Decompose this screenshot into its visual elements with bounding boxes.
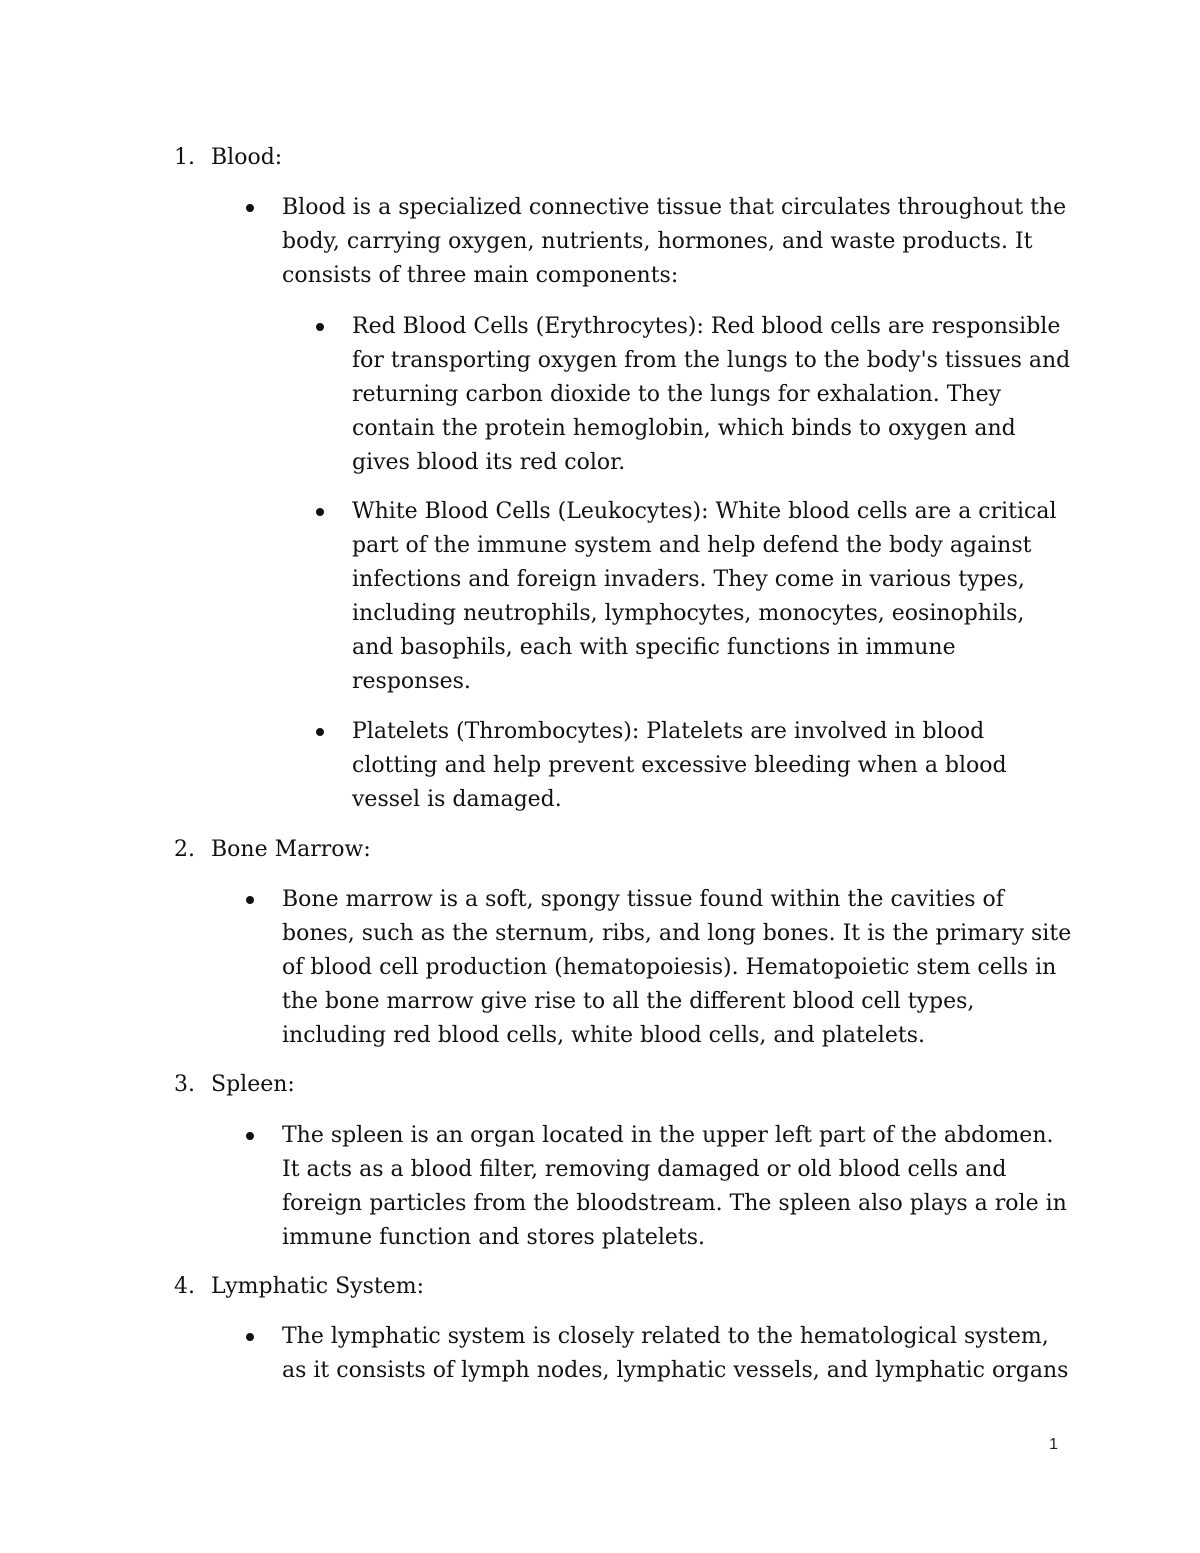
section-heading-bone-marrow xyxy=(174,833,371,867)
section-number: 4. xyxy=(174,1274,195,1299)
section-heading-spleen xyxy=(174,1068,295,1102)
subitem-white-blood-cells: White Blood Cells (Leukocytes): White blood cells are a critical part of the immune system and help defend the body against infections and foreign invaders. They come in various types, including neutrophils, lymphocytes, monocytes, eosinophils, and basophils, each with specific functions in immune responses. xyxy=(352,499,1057,694)
bullet-icon xyxy=(246,204,254,212)
bullet-icon xyxy=(316,728,324,736)
page-number: 1 xyxy=(1049,1436,1058,1453)
subitem-platelets: Platelets (Thrombocytes): Platelets are involved in blood clotting and help prevent excessive bleeding when a blood vessel is damaged. xyxy=(352,719,1007,812)
section-body-lymphatic-system: The lymphatic system is closely related to the hematological system, as it consists of lymph nodes, lymphatic vessels, and lymphatic organs xyxy=(282,1324,1069,1383)
section-number: 2. xyxy=(174,837,195,862)
subitem-red-blood-cells: Red Blood Cells (Erythrocytes): Red blood cells are responsible for transporting oxygen from the lungs to the body's tissues and returning carbon dioxide to the lungs for exhalation. They contain the protein hemoglobin, which binds to oxygen and gives blood its red color. xyxy=(352,314,1071,475)
section-number: 3. xyxy=(174,1072,195,1097)
bullet-icon xyxy=(246,896,254,904)
section-body-blood: Blood is a specialized connective tissue that circulates throughout the body, carrying oxygen, nutrients, hormones, and waste products. It consists of three main components: xyxy=(282,195,1067,288)
section-body-bone-marrow: Bone marrow is a soft, spongy tissue found within the cavities of bones, such as the sternum, ribs, and long bones. It is the primary site of blood cell production (hematopoiesis). Hematopoietic stem cells in the bone marrow give rise to all the different blood cell types, including red blood cells, white blood cells, and platelets. xyxy=(282,887,1072,1048)
bullet-icon xyxy=(316,323,324,331)
section-heading-lymphatic-system xyxy=(174,1270,424,1304)
section-title: Lymphatic System: xyxy=(211,1274,424,1299)
section-title: Spleen: xyxy=(211,1072,295,1097)
section-body-spleen: The spleen is an organ located in the upper left part of the abdomen. It acts as a blood filter, removing damaged or old blood cells and foreign particles from the bloodstream. The spleen also plays a role in immune function and stores platelets. xyxy=(282,1123,1067,1250)
bullet-icon xyxy=(316,508,324,516)
section-number: 1. xyxy=(174,145,195,170)
section-title: Blood: xyxy=(211,145,283,170)
section-heading-blood xyxy=(174,141,282,175)
bullet-icon xyxy=(246,1132,254,1140)
bullet-icon xyxy=(246,1333,254,1341)
section-title: Bone Marrow: xyxy=(211,837,371,862)
